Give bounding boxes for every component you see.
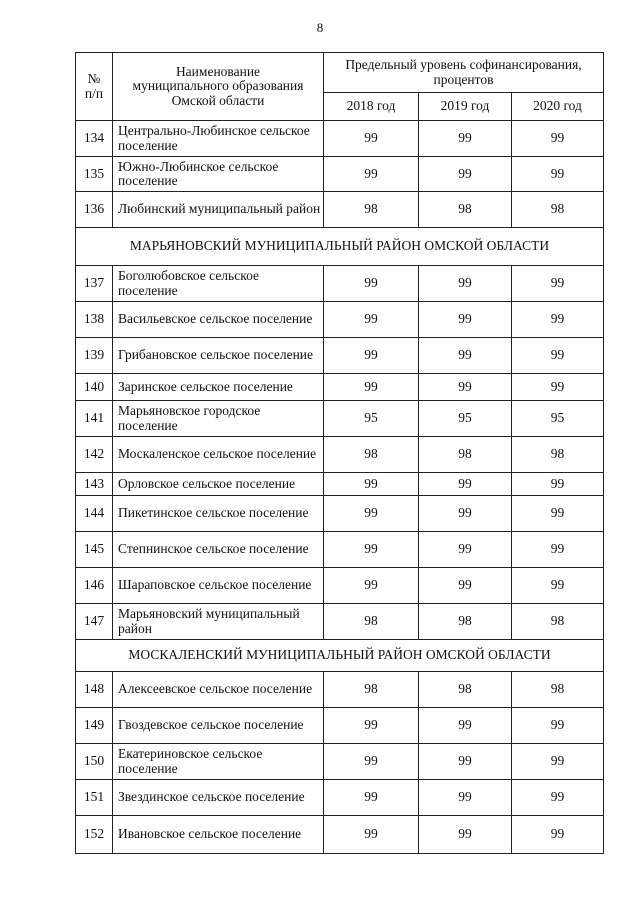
row-number: 147	[76, 604, 113, 640]
value-2020: 99	[512, 338, 604, 374]
value-2019: 99	[419, 473, 512, 496]
value-2018: 99	[324, 816, 419, 854]
municipality-name: Орловское сельское поселение	[113, 473, 324, 496]
value-2018: 99	[324, 157, 419, 192]
header-name: Наименование муниципального образования Омской области	[113, 53, 324, 121]
table-row	[76, 744, 604, 780]
municipality-name: Пикетинское сельское поселение	[113, 496, 324, 532]
municipality-name: Центрально-Любинское сельское поселение	[113, 121, 324, 157]
value-2018: 99	[324, 121, 419, 157]
value-2018: 98	[324, 437, 419, 473]
value-2019: 99	[419, 744, 512, 780]
value-2019: 99	[419, 568, 512, 604]
municipality-name: Васильевское сельское поселение	[113, 302, 324, 338]
municipality-name: Гвоздевское сельское поселение	[113, 708, 324, 744]
value-2019: 98	[419, 672, 512, 708]
value-2020: 98	[512, 672, 604, 708]
header-cofinancing-level: Предельный уровень софинансирования, процентов	[324, 53, 604, 93]
table-row	[76, 568, 604, 604]
row-number: 137	[76, 266, 113, 302]
municipality-name: Любинский муниципальный район	[113, 192, 324, 228]
table-row	[76, 374, 604, 401]
municipality-name: Заринское сельское поселение	[113, 374, 324, 401]
table-row	[76, 302, 604, 338]
table-row	[76, 121, 604, 157]
value-2019: 98	[419, 192, 512, 228]
row-number: 139	[76, 338, 113, 374]
municipality-name: Южно-Любинское сельское поселение	[113, 157, 324, 192]
value-2018: 98	[324, 672, 419, 708]
table-row	[76, 192, 604, 228]
value-2018: 99	[324, 338, 419, 374]
value-2019: 99	[419, 374, 512, 401]
row-number: 144	[76, 496, 113, 532]
value-2018: 99	[324, 568, 419, 604]
value-2019: 99	[419, 496, 512, 532]
table-row	[76, 604, 604, 640]
cofinancing-table	[75, 52, 604, 854]
value-2020: 99	[512, 374, 604, 401]
header-year-2019: 2019 год	[419, 93, 512, 121]
row-number: 146	[76, 568, 113, 604]
municipality-name: Москаленское сельское поселение	[113, 437, 324, 473]
value-2018: 99	[324, 708, 419, 744]
row-number: 145	[76, 532, 113, 568]
table-row	[76, 338, 604, 374]
value-2018: 95	[324, 401, 419, 437]
header-number: № п/п	[76, 53, 113, 121]
municipality-name: Грибановское сельское поселение	[113, 338, 324, 374]
value-2020: 99	[512, 816, 604, 854]
municipality-name: Звездинское сельское поселение	[113, 780, 324, 816]
value-2018: 98	[324, 192, 419, 228]
table-row	[76, 532, 604, 568]
value-2019: 98	[419, 437, 512, 473]
value-2020: 99	[512, 473, 604, 496]
row-number: 135	[76, 157, 113, 192]
value-2020: 99	[512, 157, 604, 192]
row-number: 134	[76, 121, 113, 157]
municipality-name: Екатериновское сельское поселение	[113, 744, 324, 780]
value-2019: 95	[419, 401, 512, 437]
value-2019: 99	[419, 157, 512, 192]
table-row	[76, 816, 604, 854]
value-2018: 98	[324, 604, 419, 640]
municipality-name: Степнинское сельское поселение	[113, 532, 324, 568]
row-number: 138	[76, 302, 113, 338]
value-2018: 99	[324, 744, 419, 780]
table-body	[76, 121, 604, 854]
value-2019: 99	[419, 708, 512, 744]
value-2020: 99	[512, 121, 604, 157]
header-year-2020: 2020 год	[512, 93, 604, 121]
table-row	[76, 780, 604, 816]
value-2018: 99	[324, 374, 419, 401]
table-row	[76, 437, 604, 473]
row-number: 141	[76, 401, 113, 437]
municipality-name: Шараповское сельское поселение	[113, 568, 324, 604]
row-number: 140	[76, 374, 113, 401]
value-2020: 99	[512, 744, 604, 780]
value-2018: 99	[324, 266, 419, 302]
table-row	[76, 708, 604, 744]
row-number: 136	[76, 192, 113, 228]
value-2020: 98	[512, 604, 604, 640]
section-heading: МАРЬЯНОВСКИЙ МУНИЦИПАЛЬНЫЙ РАЙОН ОМСКОЙ ОБЛАСТИ	[76, 228, 604, 266]
value-2019: 99	[419, 780, 512, 816]
value-2018: 99	[324, 302, 419, 338]
municipality-name: Марьяновское городское поселение	[113, 401, 324, 437]
value-2020: 99	[512, 266, 604, 302]
table-row	[76, 157, 604, 192]
value-2019: 99	[419, 302, 512, 338]
row-number: 148	[76, 672, 113, 708]
value-2020: 99	[512, 568, 604, 604]
value-2018: 99	[324, 473, 419, 496]
municipality-name: Ивановское сельское поселение	[113, 816, 324, 854]
row-number: 142	[76, 437, 113, 473]
value-2018: 99	[324, 780, 419, 816]
value-2019: 99	[419, 816, 512, 854]
value-2020: 99	[512, 496, 604, 532]
row-number: 152	[76, 816, 113, 854]
value-2020: 99	[512, 780, 604, 816]
value-2020: 98	[512, 192, 604, 228]
table-row	[76, 401, 604, 437]
section-heading-row	[76, 640, 604, 672]
value-2019: 99	[419, 121, 512, 157]
table-row	[76, 672, 604, 708]
section-heading-row	[76, 228, 604, 266]
municipality-name: Алексеевское сельское поселение	[113, 672, 324, 708]
row-number: 143	[76, 473, 113, 496]
value-2018: 99	[324, 532, 419, 568]
municipality-name: Боголюбовское сельское поселение	[113, 266, 324, 302]
row-number: 150	[76, 744, 113, 780]
value-2019: 99	[419, 266, 512, 302]
value-2019: 98	[419, 604, 512, 640]
value-2020: 99	[512, 302, 604, 338]
value-2020: 98	[512, 437, 604, 473]
value-2020: 95	[512, 401, 604, 437]
row-number: 149	[76, 708, 113, 744]
section-heading: МОСКАЛЕНСКИЙ МУНИЦИПАЛЬНЫЙ РАЙОН ОМСКОЙ ОБЛАСТИ	[76, 640, 604, 672]
value-2018: 99	[324, 496, 419, 532]
table-row	[76, 473, 604, 496]
page-number: 8	[316, 20, 324, 35]
value-2020: 99	[512, 708, 604, 744]
header-year-2018: 2018 год	[324, 93, 419, 121]
value-2019: 99	[419, 338, 512, 374]
table-row	[76, 266, 604, 302]
value-2019: 99	[419, 532, 512, 568]
value-2020: 99	[512, 532, 604, 568]
municipality-name: Марьяновский муниципальный район	[113, 604, 324, 640]
table-row	[76, 496, 604, 532]
row-number: 151	[76, 780, 113, 816]
